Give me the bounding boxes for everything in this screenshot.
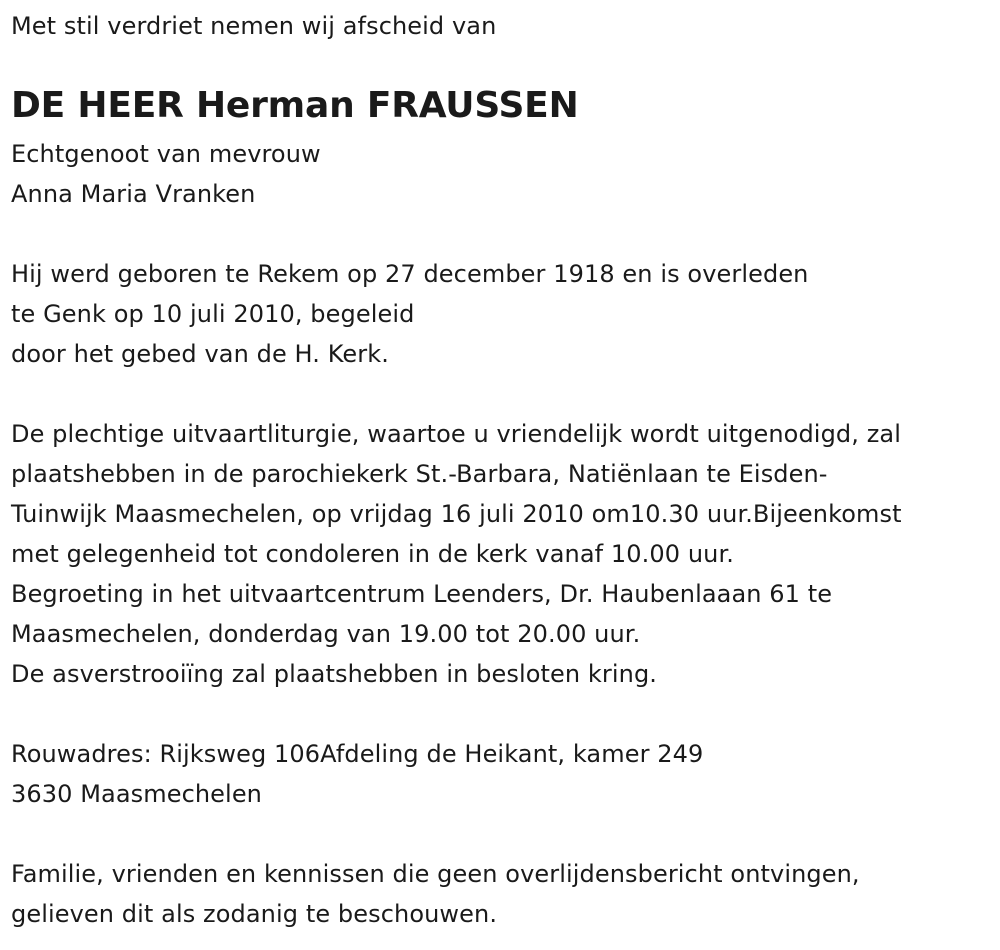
birth-death-line: Hij werd geboren te Rekem op 27 december 1918 en is overleden (11, 260, 809, 288)
liturgy-section (11, 414, 902, 694)
deceased-name: DE HEER Herman FRAUSSEN (11, 85, 579, 126)
notice-line: Familie, vrienden en kennissen die geen overlijdensbericht ontvingen, (11, 860, 860, 888)
intro-text: Met stil verdriet nemen wij afscheid van (11, 12, 497, 40)
spouse-section (11, 134, 321, 214)
mourning-address-section (11, 734, 703, 814)
liturgy-line: plaatshebben in de parochiekerk St.-Barbara, Natiënlaan te Eisden- (11, 460, 828, 488)
notice-line: gelieven dit als zodanig te beschouwen. (11, 900, 498, 928)
birth-death-section (11, 254, 809, 374)
birth-death-line: te Genk op 10 juli 2010, begeleid (11, 300, 415, 328)
birth-death-line: door het gebed van de H. Kerk. (11, 340, 389, 368)
address-line: Rouwadres: Rijksweg 106Afdeling de Heikant, kamer 249 (11, 740, 704, 768)
liturgy-line: met gelegenheid tot condoleren in de kerk vanaf 10.00 uur. (11, 540, 734, 568)
address-line: 3630 Maasmechelen (11, 780, 262, 808)
liturgy-line: Tuinwijk Maasmechelen, op vrijdag 16 juli 2010 om10.30 uur.Bijeenkomst (11, 500, 902, 528)
liturgy-line: De asverstrooiïng zal plaatshebben in besloten kring. (11, 660, 658, 688)
spouse-line: Echtgenoot van mevrouw (11, 140, 321, 168)
liturgy-line: De plechtige uitvaartliturgie, waartoe u vriendelijk wordt uitgenodigd, zal (11, 420, 901, 448)
closing-notice-section (11, 854, 860, 934)
spouse-name: Anna Maria Vranken (11, 180, 256, 208)
liturgy-line: Maasmechelen, donderdag van 19.00 tot 20.00 uur. (11, 620, 641, 648)
liturgy-line: Begroeting in het uitvaartcentrum Leenders, Dr. Haubenlaaan 61 te (11, 580, 833, 608)
